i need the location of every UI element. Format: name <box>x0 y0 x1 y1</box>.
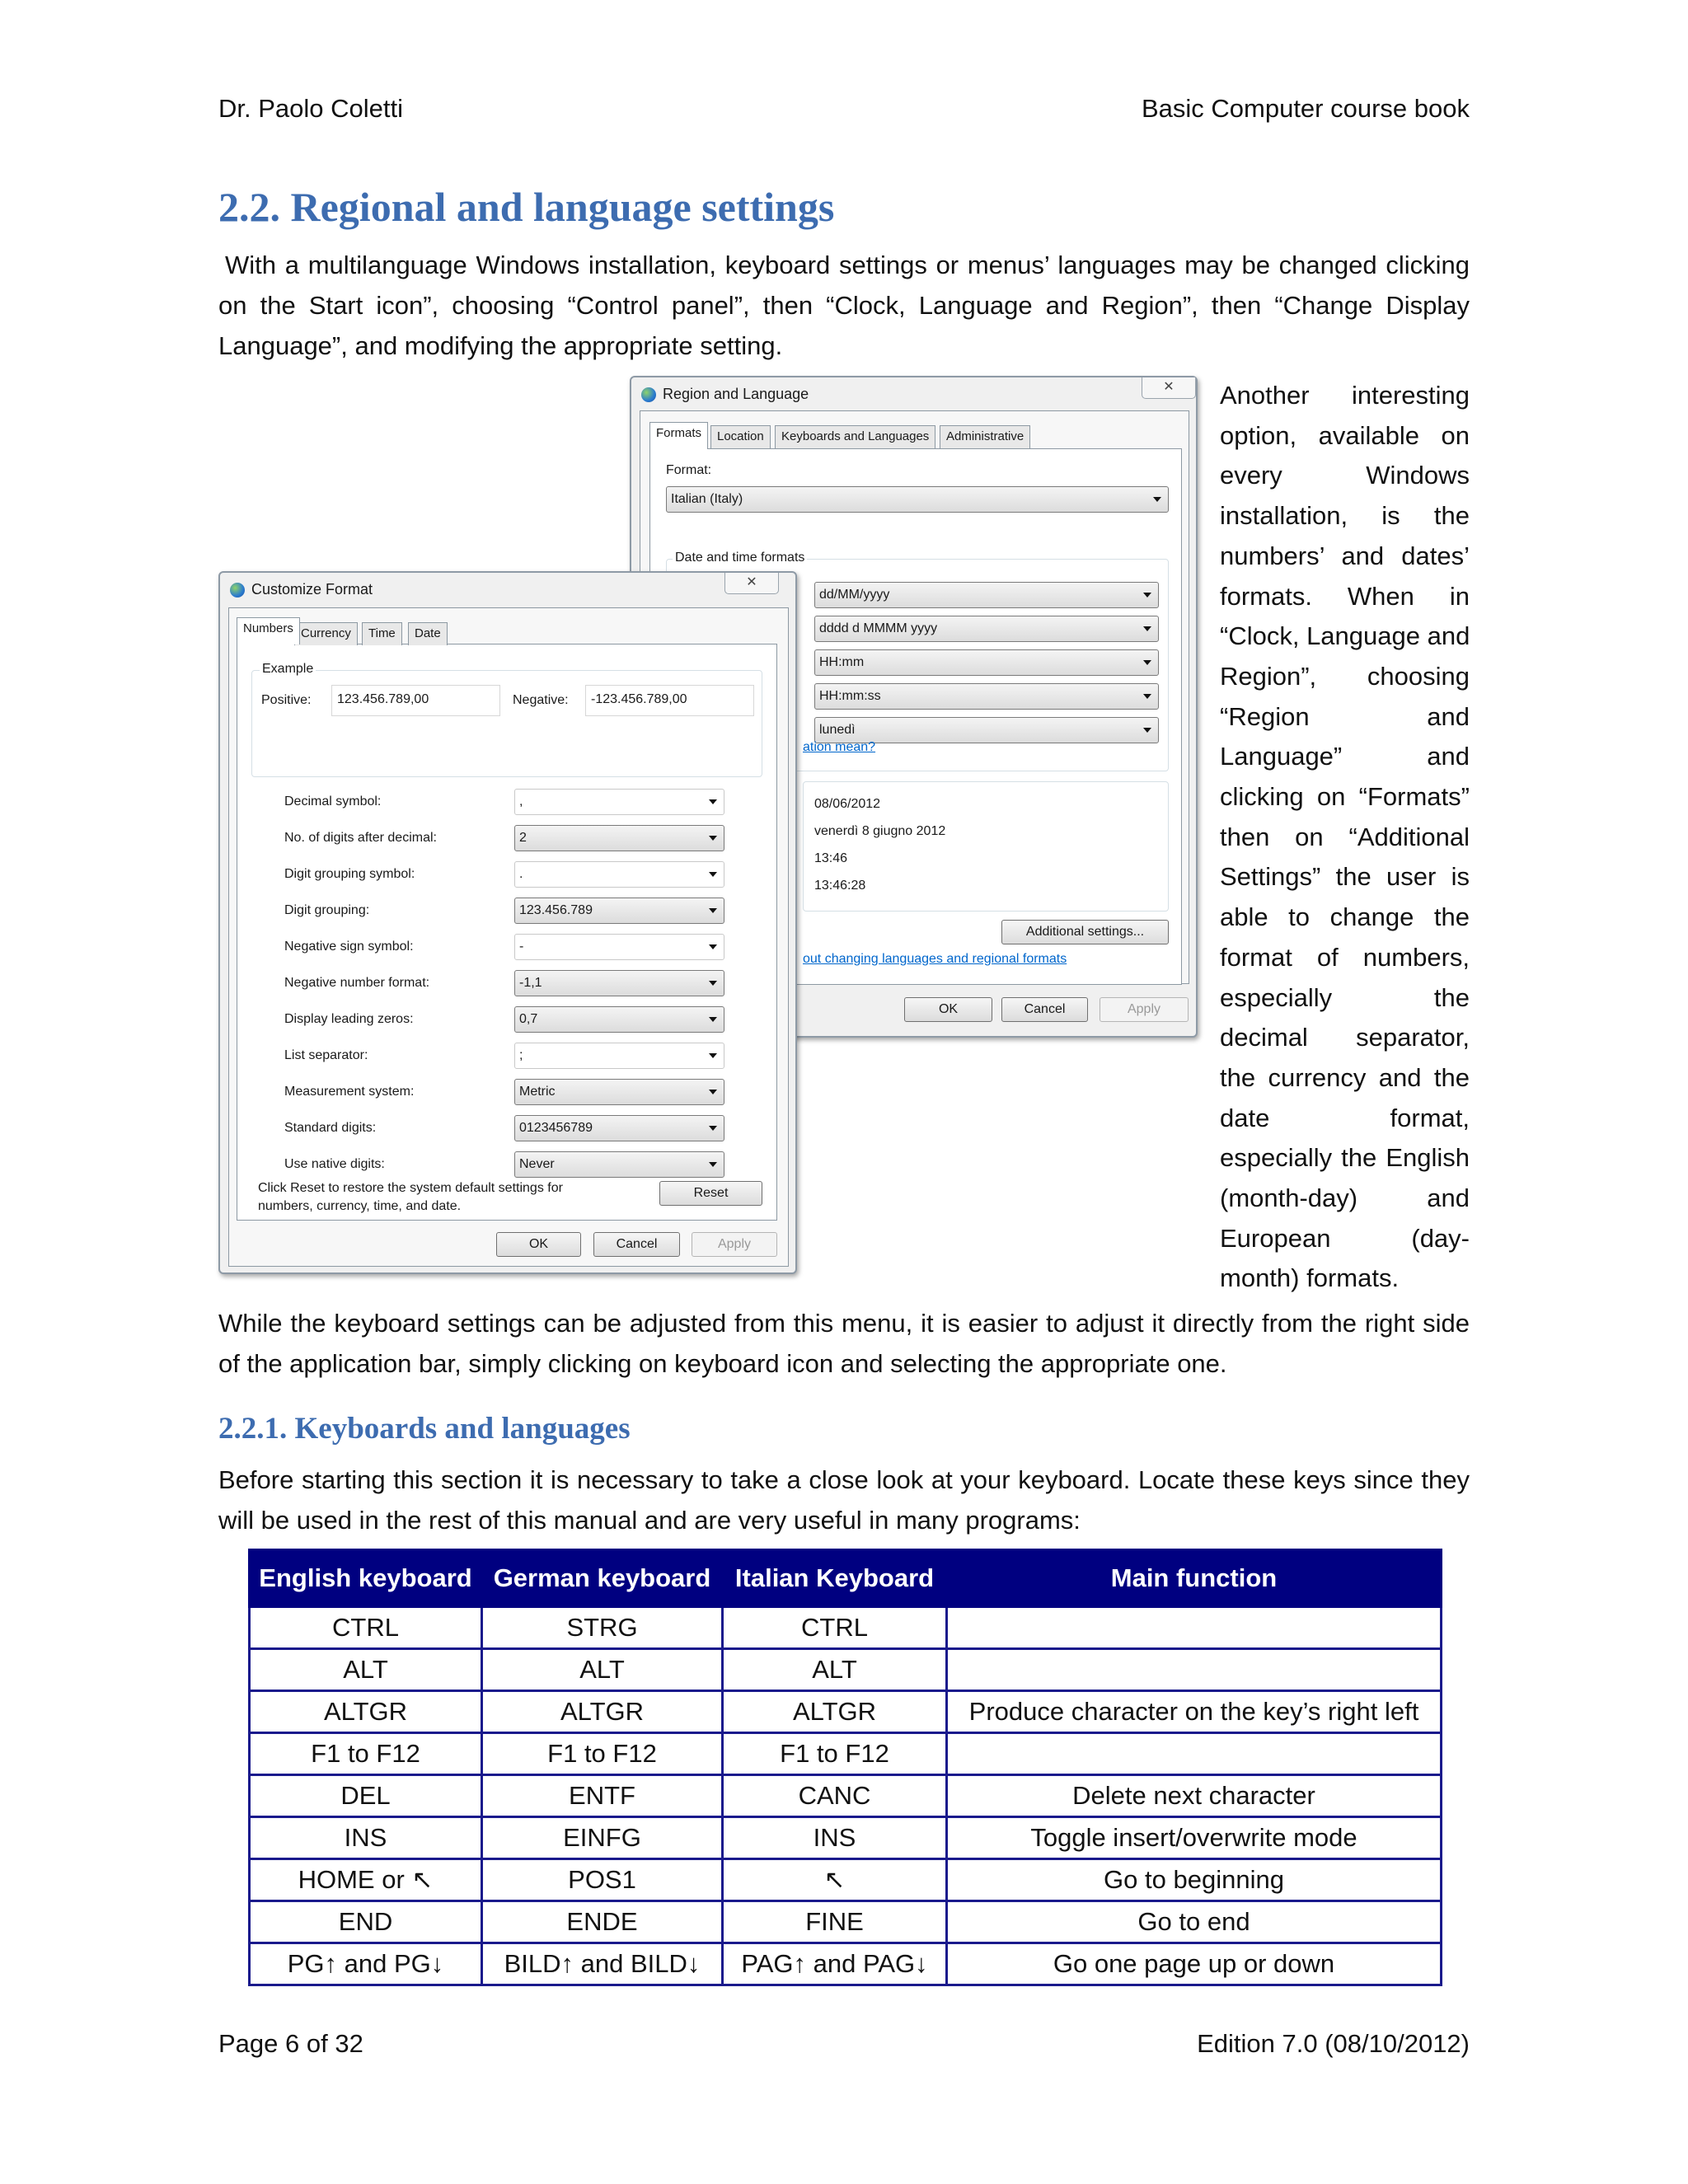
column-header: Main function <box>947 1550 1442 1607</box>
table-row <box>250 1817 1442 1859</box>
tab-administrative[interactable]: Administrative <box>940 425 1030 448</box>
side-text-line: numbers’ and dates’ <box>1220 541 1470 570</box>
format-value: lunedì <box>819 723 856 737</box>
format-value: HH:mm:ss <box>819 689 881 703</box>
side-text-line: date format, <box>1220 1103 1470 1132</box>
reset-note: Click Reset to restore the system default settings for <box>258 1181 563 1195</box>
setting-label: Standard digits: <box>284 1121 377 1135</box>
subsection-intro: Before starting this section it is necessary to take a close look at your keyboard. Locate these keys since they will be used in the rest of this manual and are very useful in many programs: <box>218 1465 1470 1535</box>
chevron-down-icon <box>709 981 717 986</box>
setting-label: Negative number format: <box>284 976 430 990</box>
cancel-button[interactable]: Cancel <box>593 1232 680 1257</box>
help-link[interactable]: out changing languages and regional formats <box>803 952 1067 966</box>
format-label: Format: <box>666 463 712 477</box>
table-cell: END <box>250 1901 482 1943</box>
table-row <box>250 1943 1442 1985</box>
table-cell: ALT <box>723 1649 947 1691</box>
header-book-title: Basic Computer course book <box>1141 94 1470 123</box>
side-text-line: Region”, choosing <box>1220 661 1470 691</box>
date-time-format-select[interactable] <box>814 683 1159 710</box>
setting-select[interactable] <box>514 934 724 960</box>
side-text-line: (month-day) and <box>1220 1183 1470 1213</box>
setting-value: 2 <box>519 831 527 845</box>
table-cell: FINE <box>723 1901 947 1943</box>
table-cell: EINFG <box>482 1817 723 1859</box>
notation-link[interactable]: ation mean? <box>803 740 876 754</box>
example-group-label: Example <box>260 662 316 677</box>
setting-value: -1,1 <box>519 976 542 990</box>
table-cell: ENDE <box>482 1901 723 1943</box>
format-value: dddd d MMMM yyyy <box>819 621 938 635</box>
table-cell: POS1 <box>482 1859 723 1901</box>
setting-select[interactable] <box>514 789 724 815</box>
table-cell: F1 to F12 <box>250 1733 482 1775</box>
table-cell: Produce character on the key’s right left <box>947 1691 1442 1733</box>
setting-select[interactable] <box>514 1079 724 1105</box>
setting-label: Digit grouping symbol: <box>284 867 415 881</box>
setting-label: Use native digits: <box>284 1157 385 1171</box>
side-text-line: Settings” the user is <box>1220 862 1470 892</box>
table-cell: PG↑ and PG↓ <box>250 1943 482 1985</box>
table-cell: ALTGR <box>723 1691 947 1733</box>
table-row <box>250 1649 1442 1691</box>
negative-label: Negative: <box>513 693 569 707</box>
side-text-line: option, available on <box>1220 420 1470 450</box>
reset-note-2: numbers, currency, time, and date. <box>258 1199 462 1213</box>
column-header: German keyboard <box>482 1550 723 1607</box>
example-value: 13:46:28 <box>814 879 866 893</box>
tab-location[interactable]: Location <box>710 425 771 448</box>
table-row <box>250 1859 1442 1901</box>
close-button[interactable]: ✕ <box>724 573 779 594</box>
setting-select[interactable] <box>514 1151 724 1178</box>
chevron-down-icon <box>709 799 717 804</box>
example-value: venerdì 8 giugno 2012 <box>814 824 946 838</box>
side-text-line: especially the English <box>1220 1143 1470 1173</box>
setting-label: Decimal symbol: <box>284 794 382 808</box>
side-text-line: installation, is the <box>1220 501 1470 531</box>
table-cell: ALT <box>482 1649 723 1691</box>
format-value: Italian (Italy) <box>671 492 743 506</box>
chevron-down-icon <box>1143 593 1151 598</box>
table-cell: STRG <box>482 1607 723 1649</box>
table-cell: DEL <box>250 1775 482 1817</box>
setting-label: Negative sign symbol: <box>284 940 414 954</box>
chevron-down-icon <box>709 872 717 877</box>
chevron-down-icon <box>709 908 717 913</box>
setting-select[interactable] <box>514 825 724 851</box>
setting-value: . <box>519 867 523 881</box>
chevron-down-icon <box>1143 728 1151 733</box>
footer-edition: Edition 7.0 (08/10/2012) <box>1197 2029 1470 2058</box>
format-value: dd/MM/yyyy <box>819 588 890 602</box>
tab-time[interactable]: Time <box>362 622 402 645</box>
chevron-down-icon <box>709 1017 717 1022</box>
example-value: 08/06/2012 <box>814 797 881 811</box>
table-cell: Go to end <box>947 1901 1442 1943</box>
additional-settings-button[interactable]: Additional settings... <box>1001 920 1169 944</box>
table-cell: ALTGR <box>482 1691 723 1733</box>
subsection-heading: 2.2.1. Keyboards and languages <box>218 1412 631 1446</box>
column-header: Italian Keyboard <box>723 1550 947 1607</box>
setting-select[interactable] <box>514 1006 724 1033</box>
close-button[interactable]: ✕ <box>1142 377 1196 399</box>
positive-label: Positive: <box>261 693 312 707</box>
footer-page: Page 6 of 32 <box>218 2029 363 2058</box>
side-text-line: especially the <box>1220 982 1470 1012</box>
side-text-line: decimal separator, <box>1220 1023 1470 1052</box>
side-text-line: Language” and <box>1220 742 1470 771</box>
table-cell: CTRL <box>723 1607 947 1649</box>
setting-select[interactable] <box>514 898 724 924</box>
table-row <box>250 1733 1442 1775</box>
keyboard-table <box>248 1549 1442 1986</box>
side-text-line: the currency and the <box>1220 1062 1470 1092</box>
dialog-title: Customize Format <box>251 581 373 598</box>
section-intro: With a multilanguage Windows installation, keyboard settings or menus’ languages may be changed clicking on the Start icon”, choosing “Control panel”, then “Clock, Language and Region”, then “Change Display Language”, and modifying the appropriate setting. <box>218 251 1470 360</box>
chevron-down-icon <box>709 1126 717 1131</box>
chevron-down-icon <box>1143 660 1151 665</box>
chevron-down-icon <box>709 944 717 949</box>
setting-label: Measurement system: <box>284 1085 415 1099</box>
table-cell: INS <box>250 1817 482 1859</box>
setting-value: 123.456.789 <box>519 903 593 917</box>
chevron-down-icon <box>1143 694 1151 699</box>
table-cell <box>947 1607 1442 1649</box>
globe-icon <box>641 387 656 402</box>
setting-value: 0,7 <box>519 1012 538 1026</box>
apply-button[interactable]: Apply <box>692 1232 777 1257</box>
positive-example: 123.456.789,00 <box>331 685 500 716</box>
side-text-line: month) formats. <box>1220 1263 1400 1293</box>
setting-value: , <box>519 794 523 808</box>
table-cell: ENTF <box>482 1775 723 1817</box>
side-text-line: formats. When in <box>1220 581 1470 611</box>
table-cell: CANC <box>723 1775 947 1817</box>
table-row <box>250 1775 1442 1817</box>
customize-format-dialog <box>218 571 797 1274</box>
chevron-down-icon <box>1143 626 1151 631</box>
table-cell: Delete next character <box>947 1775 1442 1817</box>
dialog-title: Region and Language <box>663 386 809 402</box>
side-text-line: Another interesting <box>1220 381 1470 410</box>
format-value: HH:mm <box>819 655 865 669</box>
side-text-line: able to change the <box>1220 902 1470 932</box>
chevron-down-icon <box>1153 497 1161 502</box>
side-text-line: clicking on “Formats” <box>1220 782 1470 812</box>
table-cell <box>947 1649 1442 1691</box>
table-cell: PAG↑ and PAG↓ <box>723 1943 947 1985</box>
table-cell: HOME or ↖ <box>250 1859 482 1901</box>
dialog-titlebar <box>641 386 809 403</box>
table-cell: INS <box>723 1817 947 1859</box>
table-cell: F1 to F12 <box>723 1733 947 1775</box>
header-author: Dr. Paolo Coletti <box>218 94 403 123</box>
column-header: English keyboard <box>250 1550 482 1607</box>
table-cell: F1 to F12 <box>482 1733 723 1775</box>
side-paragraph <box>1220 376 1470 1299</box>
setting-label: Display leading zeros: <box>284 1012 414 1026</box>
table-cell: ↖ <box>723 1859 947 1901</box>
section-heading: 2.2. Regional and language settings <box>218 184 835 230</box>
table-cell: Go one page up or down <box>947 1943 1442 1985</box>
setting-value: 0123456789 <box>519 1121 593 1135</box>
negative-example: -123.456.789,00 <box>585 685 754 716</box>
setting-select[interactable] <box>514 1115 724 1141</box>
table-cell <box>947 1733 1442 1775</box>
setting-label: No. of digits after decimal: <box>284 831 437 845</box>
side-text-line: “Region and <box>1220 701 1470 731</box>
setting-value: Never <box>519 1157 555 1171</box>
table-cell: Go to beginning <box>947 1859 1442 1901</box>
side-text-line: then on “Additional <box>1220 822 1470 851</box>
chevron-down-icon <box>709 836 717 841</box>
date-time-format-select[interactable] <box>814 582 1159 608</box>
table-row <box>250 1691 1442 1733</box>
table-cell: BILD↑ and BILD↓ <box>482 1943 723 1985</box>
side-text-line: format of numbers, <box>1220 942 1470 972</box>
date-time-format-select[interactable] <box>814 649 1159 676</box>
chevron-down-icon <box>709 1162 717 1167</box>
dialog-titlebar <box>230 581 373 598</box>
table-cell: ALTGR <box>250 1691 482 1733</box>
format-select[interactable] <box>666 486 1169 513</box>
table-row <box>250 1607 1442 1649</box>
side-text-line: “Clock, Language and <box>1220 621 1470 651</box>
cancel-button[interactable]: Cancel <box>1001 997 1088 1022</box>
table-row <box>250 1901 1442 1943</box>
tab-currency[interactable]: Currency <box>294 622 358 645</box>
date-time-format-select[interactable] <box>814 616 1159 642</box>
tab-formats[interactable]: Formats <box>649 422 708 449</box>
setting-value: Metric <box>519 1085 556 1099</box>
example-value: 13:46 <box>814 851 848 865</box>
table-cell: ALT <box>250 1649 482 1691</box>
table-cell: CTRL <box>250 1607 482 1649</box>
chevron-down-icon <box>709 1090 717 1094</box>
setting-select[interactable] <box>514 1043 724 1069</box>
side-text-line: every Windows <box>1220 461 1470 490</box>
ok-button[interactable]: OK <box>904 997 992 1022</box>
side-text-line: European (day- <box>1220 1223 1470 1253</box>
setting-select[interactable] <box>514 861 724 888</box>
setting-select[interactable] <box>514 970 724 996</box>
tab-numbers[interactable]: Numbers <box>237 617 300 644</box>
globe-icon <box>230 583 245 598</box>
ok-button[interactable]: OK <box>496 1232 581 1257</box>
tab-keyboards-languages[interactable]: Keyboards and Languages <box>775 425 935 448</box>
reset-button[interactable]: Reset <box>659 1181 762 1206</box>
chevron-down-icon <box>709 1053 717 1058</box>
keyboard-paragraph: While the keyboard settings can be adjusted from this menu, it is easier to adjust it directly from the right side of the application bar, simply clicking on keyboard icon and selecting the appropriate one. <box>218 1309 1470 1378</box>
setting-label: List separator: <box>284 1048 368 1062</box>
setting-label: Digit grouping: <box>284 903 370 917</box>
tab-date[interactable]: Date <box>408 622 448 645</box>
setting-value: - <box>519 940 524 954</box>
table-cell: Toggle insert/overwrite mode <box>947 1817 1442 1859</box>
apply-button[interactable]: Apply <box>1100 997 1189 1022</box>
date-time-group-label: Date and time formats <box>673 551 807 565</box>
setting-value: ; <box>519 1048 523 1062</box>
